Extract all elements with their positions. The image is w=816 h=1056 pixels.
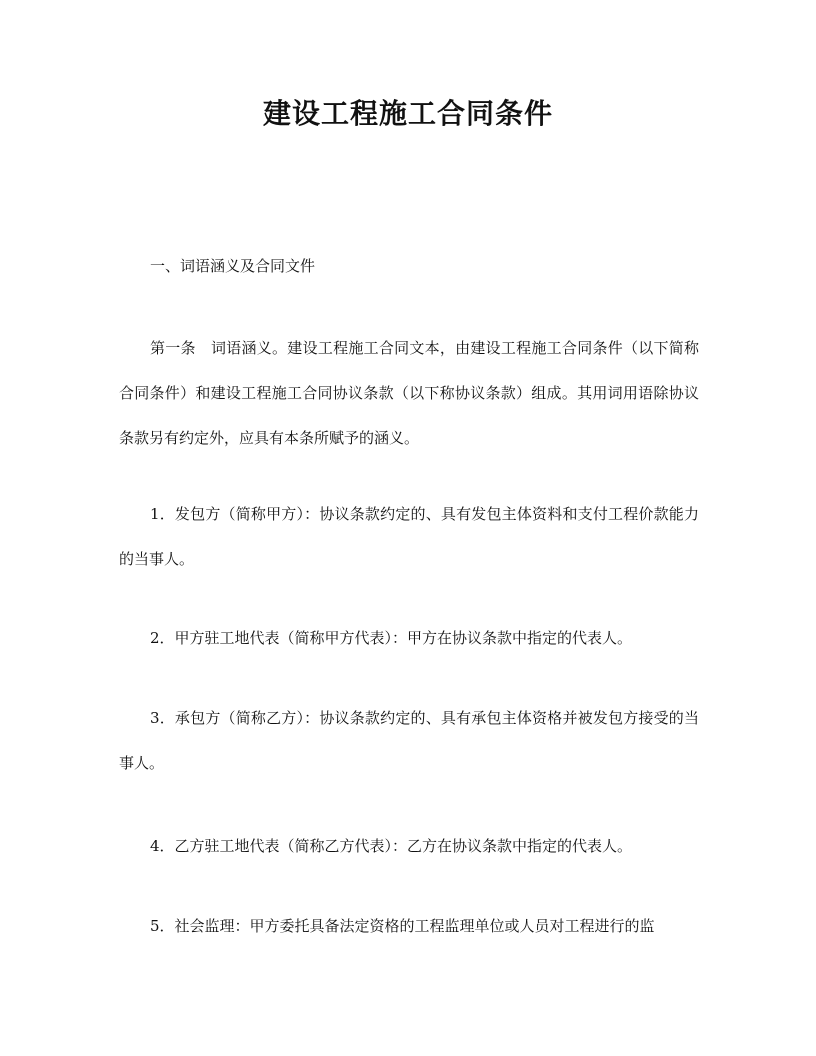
document-title: 建设工程施工合同条件 — [262, 97, 553, 130]
paragraph-article-1 — [119, 326, 699, 461]
paragraph-text: 1．发包方（简称甲方）：协议条款约定的、具有发包主体资料和支付工程价款能力的当事人。 — [119, 505, 699, 568]
section-heading: 一、词语涵义及合同文件 — [150, 257, 316, 275]
paragraph-item-1 — [119, 492, 699, 582]
paragraph-text: 第一条 词语涵义。建设工程施工合同文本，由建设工程施工合同条件（以下简称合同条件）和建设工程施工合同协议条款（以下称协议条款）组成。其用词用语除协议条款另有约定外，应具有本条所赋予的涵义。 — [119, 339, 699, 447]
paragraph-item-2 — [119, 616, 699, 661]
paragraph-item-5 — [119, 904, 699, 949]
paragraph-item-4 — [119, 824, 699, 869]
paragraph-text: 2．甲方驻工地代表（简称甲方代表）：甲方在协议条款中指定的代表人。 — [150, 629, 633, 647]
paragraph-text: 3．承包方（简称乙方）：协议条款约定的、具有承包主体资格并被发包方接受的当事人。 — [119, 709, 699, 772]
paragraph-item-3 — [119, 696, 699, 786]
paragraph-text: 5．社会监理：甲方委托具备法定资格的工程监理单位或人员对工程进行的监 — [150, 917, 655, 935]
paragraph-text: 4．乙方驻工地代表（简称乙方代表）：乙方在协议条款中指定的代表人。 — [150, 837, 633, 855]
